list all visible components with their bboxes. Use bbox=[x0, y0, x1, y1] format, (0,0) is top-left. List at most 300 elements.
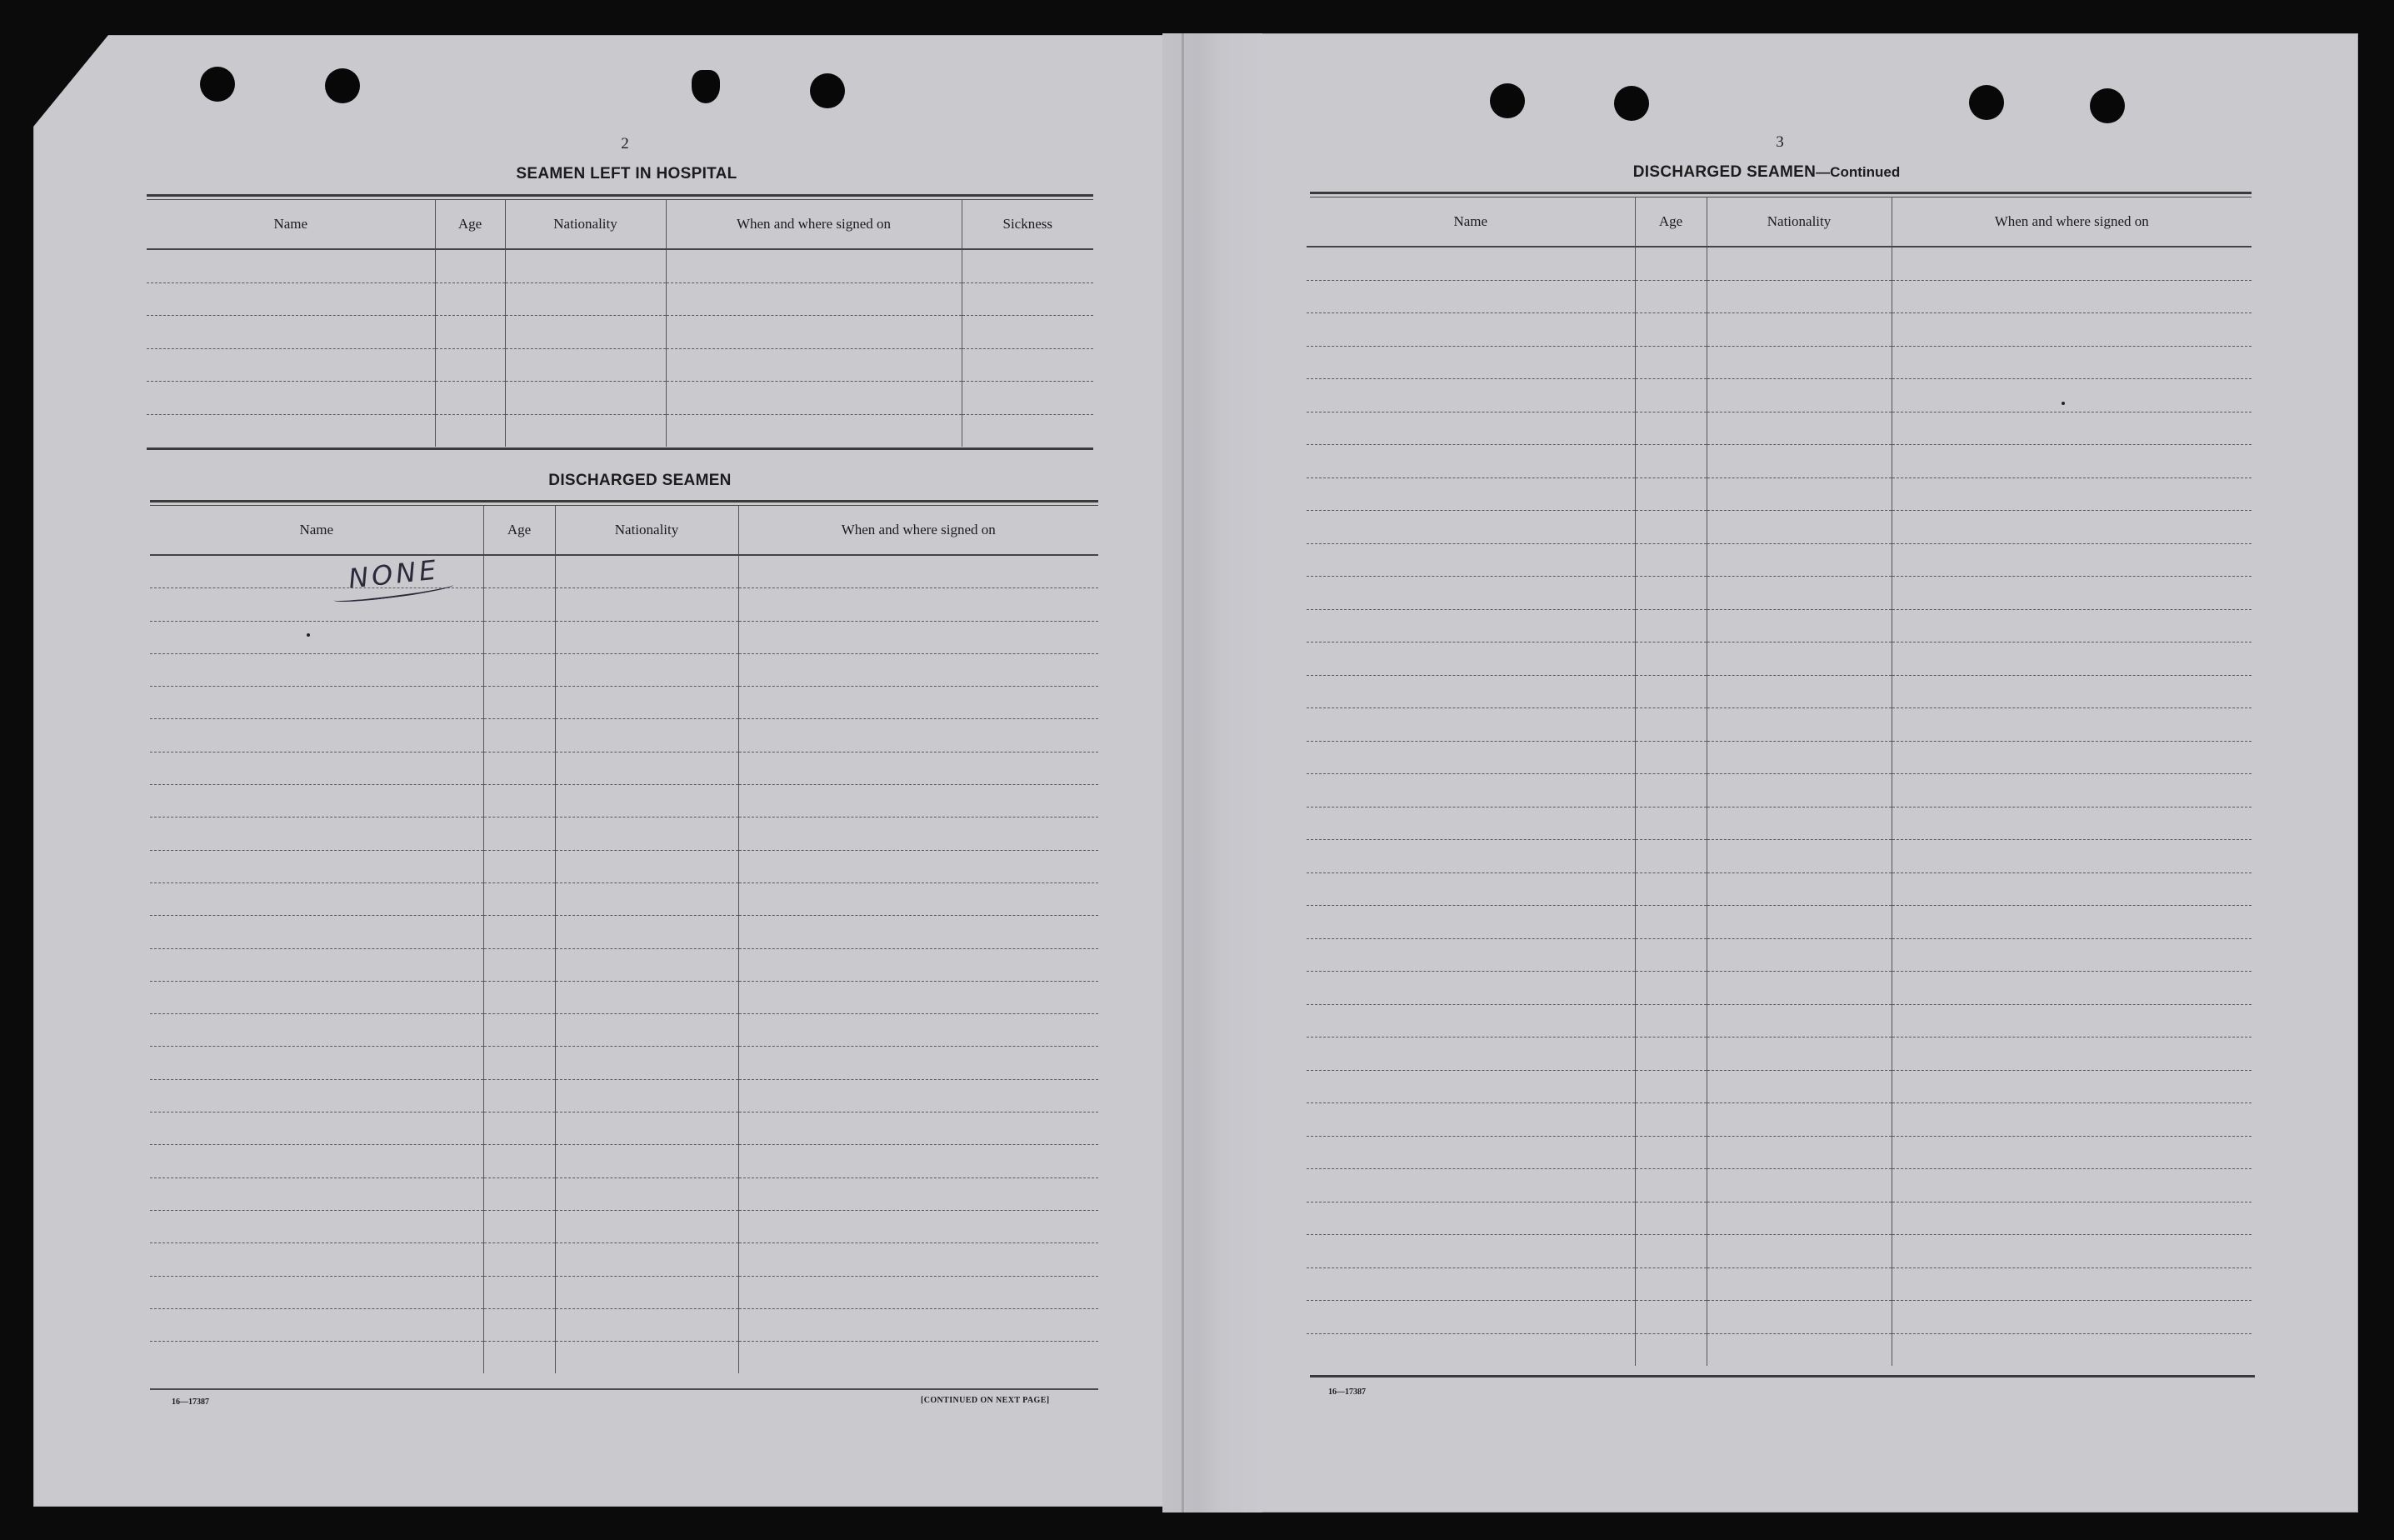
table-cell bbox=[1892, 1333, 2252, 1366]
table-row bbox=[1307, 1136, 2252, 1169]
page-number-right: 3 bbox=[1776, 133, 1784, 151]
table-cell bbox=[1892, 1169, 2252, 1202]
table-cell bbox=[150, 1342, 483, 1374]
table-cell bbox=[150, 1276, 483, 1308]
table-cell bbox=[738, 1243, 1098, 1276]
table-cell bbox=[738, 981, 1098, 1013]
table-cell bbox=[1707, 1169, 1892, 1202]
continued-note: [CONTINUED ON NEXT PAGE] bbox=[921, 1396, 1050, 1405]
table-cell bbox=[1707, 313, 1892, 347]
table-cell bbox=[1707, 872, 1892, 906]
table-cell bbox=[150, 1210, 483, 1242]
page-gutter bbox=[1162, 33, 1262, 1512]
table-cell bbox=[1892, 1038, 2252, 1071]
table-cell bbox=[555, 948, 738, 981]
discharged-col-signed-on: When and where signed on bbox=[738, 506, 1098, 555]
table-cell bbox=[1635, 1004, 1707, 1038]
table-cell bbox=[738, 687, 1098, 719]
table-cell bbox=[1892, 313, 2252, 347]
table-cell bbox=[1635, 609, 1707, 642]
table-cell bbox=[555, 850, 738, 882]
table-cell bbox=[150, 752, 483, 784]
table-cell bbox=[1707, 708, 1892, 742]
table-cell bbox=[483, 1112, 555, 1145]
table-cell bbox=[483, 653, 555, 686]
table-row bbox=[1307, 708, 2252, 742]
table-cell bbox=[1307, 906, 1635, 939]
table-cell bbox=[738, 1276, 1098, 1308]
table-cell bbox=[483, 818, 555, 850]
discharged-top-rule bbox=[150, 500, 1098, 502]
table-cell bbox=[555, 1243, 738, 1276]
table-cell bbox=[1635, 247, 1707, 280]
table-row bbox=[150, 1112, 1098, 1145]
table-cell bbox=[1635, 741, 1707, 774]
table-row bbox=[150, 719, 1098, 752]
table-cell bbox=[555, 1276, 738, 1308]
table-cell bbox=[1892, 840, 2252, 873]
table-cell bbox=[150, 653, 483, 686]
table-cell bbox=[150, 818, 483, 850]
table-cell bbox=[1307, 379, 1635, 412]
table-cell bbox=[435, 382, 505, 415]
table-cell bbox=[483, 1276, 555, 1308]
table-row bbox=[1307, 609, 2252, 642]
section-title-hospital: SEAMEN LEFT IN HOSPITAL bbox=[516, 165, 737, 182]
table-cell bbox=[1707, 1136, 1892, 1169]
table-row bbox=[1307, 577, 2252, 610]
table-cell bbox=[1307, 807, 1635, 840]
table-cell bbox=[150, 1014, 483, 1047]
table-cell bbox=[483, 1047, 555, 1079]
table-cell bbox=[1892, 412, 2252, 445]
table-cell bbox=[1707, 445, 1892, 478]
table-row bbox=[147, 414, 1093, 447]
table-cell bbox=[483, 621, 555, 653]
table-row bbox=[1307, 906, 2252, 939]
table-cell bbox=[1707, 741, 1892, 774]
table-cell bbox=[738, 818, 1098, 850]
table-cell bbox=[150, 1047, 483, 1079]
table-cell bbox=[147, 316, 435, 349]
table-cell bbox=[738, 916, 1098, 948]
table-cell bbox=[738, 1210, 1098, 1242]
table-cell bbox=[1635, 708, 1707, 742]
table-cell bbox=[1635, 840, 1707, 873]
table-cell bbox=[150, 621, 483, 653]
table-cell bbox=[1707, 478, 1892, 511]
table-row bbox=[1307, 543, 2252, 577]
table-cell bbox=[1707, 1301, 1892, 1334]
table-cell bbox=[1707, 609, 1892, 642]
table-cell bbox=[1635, 1038, 1707, 1071]
table-cell bbox=[1307, 247, 1635, 280]
paper-speck bbox=[307, 633, 310, 637]
table-cell bbox=[1307, 1004, 1635, 1038]
table-cell bbox=[666, 414, 962, 447]
table-row bbox=[150, 1014, 1098, 1047]
table-row bbox=[150, 555, 1098, 588]
table-cell bbox=[738, 752, 1098, 784]
table-cell bbox=[1307, 642, 1635, 676]
form-code-right: 16—17387 bbox=[1328, 1388, 1366, 1397]
table-row bbox=[150, 1145, 1098, 1178]
handwritten-entry: NONE bbox=[347, 553, 441, 595]
table-cell bbox=[483, 719, 555, 752]
form-code-left: 16—17387 bbox=[172, 1398, 209, 1407]
table-row bbox=[150, 1342, 1098, 1374]
table-cell bbox=[1892, 938, 2252, 972]
table-cell bbox=[1707, 577, 1892, 610]
table-cell bbox=[962, 249, 1093, 282]
table-cell bbox=[150, 1243, 483, 1276]
table-row bbox=[1307, 972, 2252, 1005]
table-cell bbox=[1635, 807, 1707, 840]
table-row bbox=[1307, 412, 2252, 445]
table-cell bbox=[1635, 478, 1707, 511]
table-cell bbox=[435, 316, 505, 349]
table-row bbox=[1307, 675, 2252, 708]
table-row bbox=[150, 981, 1098, 1013]
discharged-table bbox=[150, 506, 1098, 1373]
table-cell bbox=[483, 882, 555, 915]
table-cell bbox=[1892, 1235, 2252, 1268]
table-cell bbox=[1307, 741, 1635, 774]
table-cell bbox=[666, 249, 962, 282]
section-title-discharged: DISCHARGED SEAMEN bbox=[548, 472, 732, 489]
punch-hole bbox=[692, 70, 720, 103]
table-cell bbox=[1707, 807, 1892, 840]
table-row bbox=[150, 818, 1098, 850]
punch-hole bbox=[1614, 86, 1649, 121]
table-cell bbox=[1707, 1268, 1892, 1301]
table-cell bbox=[1892, 1268, 2252, 1301]
table-cell bbox=[147, 249, 435, 282]
hospital-bottom-rule bbox=[147, 448, 1093, 450]
table-cell bbox=[505, 316, 666, 349]
continued-col-signed-on: When and where signed on bbox=[1892, 198, 2252, 247]
table-cell bbox=[1635, 1301, 1707, 1334]
table-row bbox=[147, 249, 1093, 282]
table-cell bbox=[1707, 1333, 1892, 1366]
table-cell bbox=[1307, 543, 1635, 577]
table-cell bbox=[1892, 1202, 2252, 1235]
table-cell bbox=[1635, 938, 1707, 972]
table-cell bbox=[738, 850, 1098, 882]
table-cell bbox=[147, 282, 435, 316]
table-cell bbox=[1635, 906, 1707, 939]
hospital-col-name: Name bbox=[147, 200, 435, 249]
table-cell bbox=[483, 1014, 555, 1047]
table-cell bbox=[738, 1308, 1098, 1341]
table-row bbox=[147, 282, 1093, 316]
hospital-col-sickness: Sickness bbox=[962, 200, 1093, 249]
table-cell bbox=[1307, 1235, 1635, 1268]
table-cell bbox=[555, 818, 738, 850]
table-cell bbox=[1635, 1202, 1707, 1235]
table-cell bbox=[1892, 280, 2252, 313]
table-cell bbox=[1635, 346, 1707, 379]
table-cell bbox=[150, 785, 483, 818]
table-row bbox=[150, 1243, 1098, 1276]
table-cell bbox=[1307, 412, 1635, 445]
table-cell bbox=[483, 850, 555, 882]
table-cell bbox=[738, 882, 1098, 915]
table-row bbox=[1307, 313, 2252, 347]
table-cell bbox=[1707, 511, 1892, 544]
table-cell bbox=[505, 282, 666, 316]
table-cell bbox=[1635, 1103, 1707, 1137]
table-cell bbox=[1892, 609, 2252, 642]
table-cell bbox=[1635, 445, 1707, 478]
table-cell bbox=[483, 785, 555, 818]
table-cell bbox=[962, 414, 1093, 447]
table-row bbox=[150, 1178, 1098, 1210]
table-cell bbox=[1307, 840, 1635, 873]
continued-top-rule bbox=[1310, 192, 2252, 194]
table-cell bbox=[1707, 346, 1892, 379]
discharged-bottom-rule bbox=[150, 1388, 1098, 1390]
table-cell bbox=[1635, 379, 1707, 412]
table-cell bbox=[1307, 280, 1635, 313]
table-row bbox=[1307, 1333, 2252, 1366]
table-cell bbox=[1707, 840, 1892, 873]
punch-hole bbox=[2090, 88, 2125, 123]
table-cell bbox=[1707, 1103, 1892, 1137]
table-cell bbox=[555, 588, 738, 621]
continued-bottom-rule bbox=[1310, 1375, 2255, 1378]
table-row bbox=[1307, 478, 2252, 511]
table-row bbox=[150, 882, 1098, 915]
table-cell bbox=[962, 348, 1093, 382]
table-row bbox=[150, 653, 1098, 686]
table-cell bbox=[483, 687, 555, 719]
table-cell bbox=[1635, 412, 1707, 445]
table-cell bbox=[962, 316, 1093, 349]
table-cell bbox=[555, 1342, 738, 1374]
hospital-top-rule bbox=[147, 194, 1093, 197]
table-cell bbox=[1307, 1070, 1635, 1103]
continued-col-name: Name bbox=[1307, 198, 1635, 247]
table-cell bbox=[1307, 1333, 1635, 1366]
discharged-col-name: Name bbox=[150, 506, 483, 555]
table-cell bbox=[1635, 313, 1707, 347]
table-cell bbox=[1307, 313, 1635, 347]
table-cell bbox=[555, 882, 738, 915]
table-cell bbox=[1707, 280, 1892, 313]
table-cell bbox=[150, 588, 483, 621]
table-row bbox=[1307, 1202, 2252, 1235]
table-cell bbox=[147, 382, 435, 415]
table-cell bbox=[555, 1047, 738, 1079]
table-cell bbox=[1892, 478, 2252, 511]
table-cell bbox=[1707, 379, 1892, 412]
table-cell bbox=[555, 981, 738, 1013]
punch-hole bbox=[1490, 83, 1525, 118]
table-cell bbox=[483, 1308, 555, 1341]
table-cell bbox=[1707, 774, 1892, 808]
table-cell bbox=[1707, 938, 1892, 972]
discharged-col-nationality: Nationality bbox=[555, 506, 738, 555]
table-row bbox=[150, 1308, 1098, 1341]
continued-table bbox=[1307, 198, 2252, 1366]
table-cell bbox=[1307, 1136, 1635, 1169]
table-row bbox=[150, 785, 1098, 818]
table-cell bbox=[483, 1178, 555, 1210]
table-cell bbox=[1635, 1333, 1707, 1366]
table-cell bbox=[1707, 642, 1892, 676]
table-cell bbox=[483, 752, 555, 784]
table-cell bbox=[555, 687, 738, 719]
continued-header-row bbox=[1307, 198, 2252, 247]
table-cell bbox=[1307, 511, 1635, 544]
table-cell bbox=[150, 1145, 483, 1178]
table-cell bbox=[1707, 1004, 1892, 1038]
table-row bbox=[150, 948, 1098, 981]
table-cell bbox=[1635, 543, 1707, 577]
table-cell bbox=[483, 948, 555, 981]
table-cell bbox=[738, 588, 1098, 621]
table-cell bbox=[1635, 872, 1707, 906]
table-cell bbox=[483, 1243, 555, 1276]
table-cell bbox=[1892, 642, 2252, 676]
table-cell bbox=[1707, 675, 1892, 708]
table-cell bbox=[1307, 1038, 1635, 1071]
table-cell bbox=[738, 1178, 1098, 1210]
table-cell bbox=[483, 1210, 555, 1242]
table-cell bbox=[1707, 906, 1892, 939]
table-cell bbox=[150, 948, 483, 981]
table-cell bbox=[483, 1342, 555, 1374]
table-cell bbox=[738, 555, 1098, 588]
table-row bbox=[1307, 1103, 2252, 1137]
table-cell bbox=[1635, 577, 1707, 610]
table-cell bbox=[1892, 379, 2252, 412]
discharged-col-age: Age bbox=[483, 506, 555, 555]
table-cell bbox=[1307, 609, 1635, 642]
table-cell bbox=[738, 719, 1098, 752]
table-row bbox=[150, 850, 1098, 882]
table-cell bbox=[435, 348, 505, 382]
hospital-col-signed-on: When and where signed on bbox=[666, 200, 962, 249]
table-row bbox=[150, 1276, 1098, 1308]
table-cell bbox=[738, 1047, 1098, 1079]
table-cell bbox=[1707, 972, 1892, 1005]
table-cell bbox=[1707, 1202, 1892, 1235]
table-cell bbox=[483, 588, 555, 621]
table-cell bbox=[1892, 445, 2252, 478]
table-cell bbox=[738, 1342, 1098, 1374]
table-cell bbox=[555, 1178, 738, 1210]
table-cell bbox=[666, 382, 962, 415]
table-cell bbox=[150, 1112, 483, 1145]
table-cell bbox=[1307, 1268, 1635, 1301]
table-cell bbox=[555, 653, 738, 686]
hospital-header-row bbox=[147, 200, 1093, 249]
table-cell bbox=[555, 1079, 738, 1112]
table-cell bbox=[1635, 1136, 1707, 1169]
table-cell bbox=[555, 621, 738, 653]
table-cell bbox=[1635, 511, 1707, 544]
table-cell bbox=[150, 916, 483, 948]
table-cell bbox=[1892, 1301, 2252, 1334]
table-row bbox=[147, 348, 1093, 382]
table-cell bbox=[1892, 247, 2252, 280]
table-cell bbox=[738, 785, 1098, 818]
table-cell bbox=[1307, 445, 1635, 478]
table-cell bbox=[1635, 1070, 1707, 1103]
table-row bbox=[150, 1047, 1098, 1079]
table-cell bbox=[1707, 543, 1892, 577]
table-row bbox=[1307, 1169, 2252, 1202]
table-cell bbox=[483, 916, 555, 948]
table-cell bbox=[1892, 346, 2252, 379]
table-cell bbox=[1307, 708, 1635, 742]
table-cell bbox=[555, 1308, 738, 1341]
table-cell bbox=[1635, 675, 1707, 708]
table-row bbox=[147, 316, 1093, 349]
hospital-col-nationality: Nationality bbox=[505, 200, 666, 249]
table-cell bbox=[147, 348, 435, 382]
table-cell bbox=[1307, 1301, 1635, 1334]
table-cell bbox=[1892, 741, 2252, 774]
table-cell bbox=[555, 785, 738, 818]
table-cell bbox=[435, 282, 505, 316]
table-row bbox=[1307, 1004, 2252, 1038]
hospital-table bbox=[147, 200, 1093, 447]
table-row bbox=[150, 752, 1098, 784]
table-cell bbox=[150, 687, 483, 719]
table-cell bbox=[1307, 1169, 1635, 1202]
punch-hole bbox=[1969, 85, 2004, 120]
table-cell bbox=[505, 414, 666, 447]
table-cell bbox=[1892, 774, 2252, 808]
table-cell bbox=[483, 1145, 555, 1178]
table-row bbox=[1307, 1235, 2252, 1268]
table-cell bbox=[1307, 1103, 1635, 1137]
table-cell bbox=[435, 414, 505, 447]
hospital-col-age: Age bbox=[435, 200, 505, 249]
table-cell bbox=[1307, 872, 1635, 906]
table-cell bbox=[666, 348, 962, 382]
discharged-header-row bbox=[150, 506, 1098, 555]
table-row bbox=[1307, 938, 2252, 972]
table-cell bbox=[962, 282, 1093, 316]
table-row bbox=[1307, 346, 2252, 379]
table-cell bbox=[1707, 1235, 1892, 1268]
table-cell bbox=[147, 414, 435, 447]
table-cell bbox=[555, 1014, 738, 1047]
table-row bbox=[1307, 247, 2252, 280]
table-cell bbox=[505, 249, 666, 282]
table-cell bbox=[150, 1308, 483, 1341]
table-cell bbox=[1307, 478, 1635, 511]
paper-speck bbox=[2062, 402, 2065, 405]
gutter-crease bbox=[1182, 33, 1184, 1512]
table-row bbox=[1307, 445, 2252, 478]
punch-hole bbox=[810, 73, 845, 108]
table-cell bbox=[555, 1210, 738, 1242]
table-cell bbox=[1635, 642, 1707, 676]
section-title-discharged-continued bbox=[1517, 163, 2017, 182]
table-row bbox=[150, 687, 1098, 719]
table-row bbox=[1307, 1038, 2252, 1071]
table-cell bbox=[1892, 1004, 2252, 1038]
table-cell bbox=[150, 1079, 483, 1112]
table-row bbox=[1307, 807, 2252, 840]
table-cell bbox=[1635, 1169, 1707, 1202]
table-cell bbox=[738, 621, 1098, 653]
